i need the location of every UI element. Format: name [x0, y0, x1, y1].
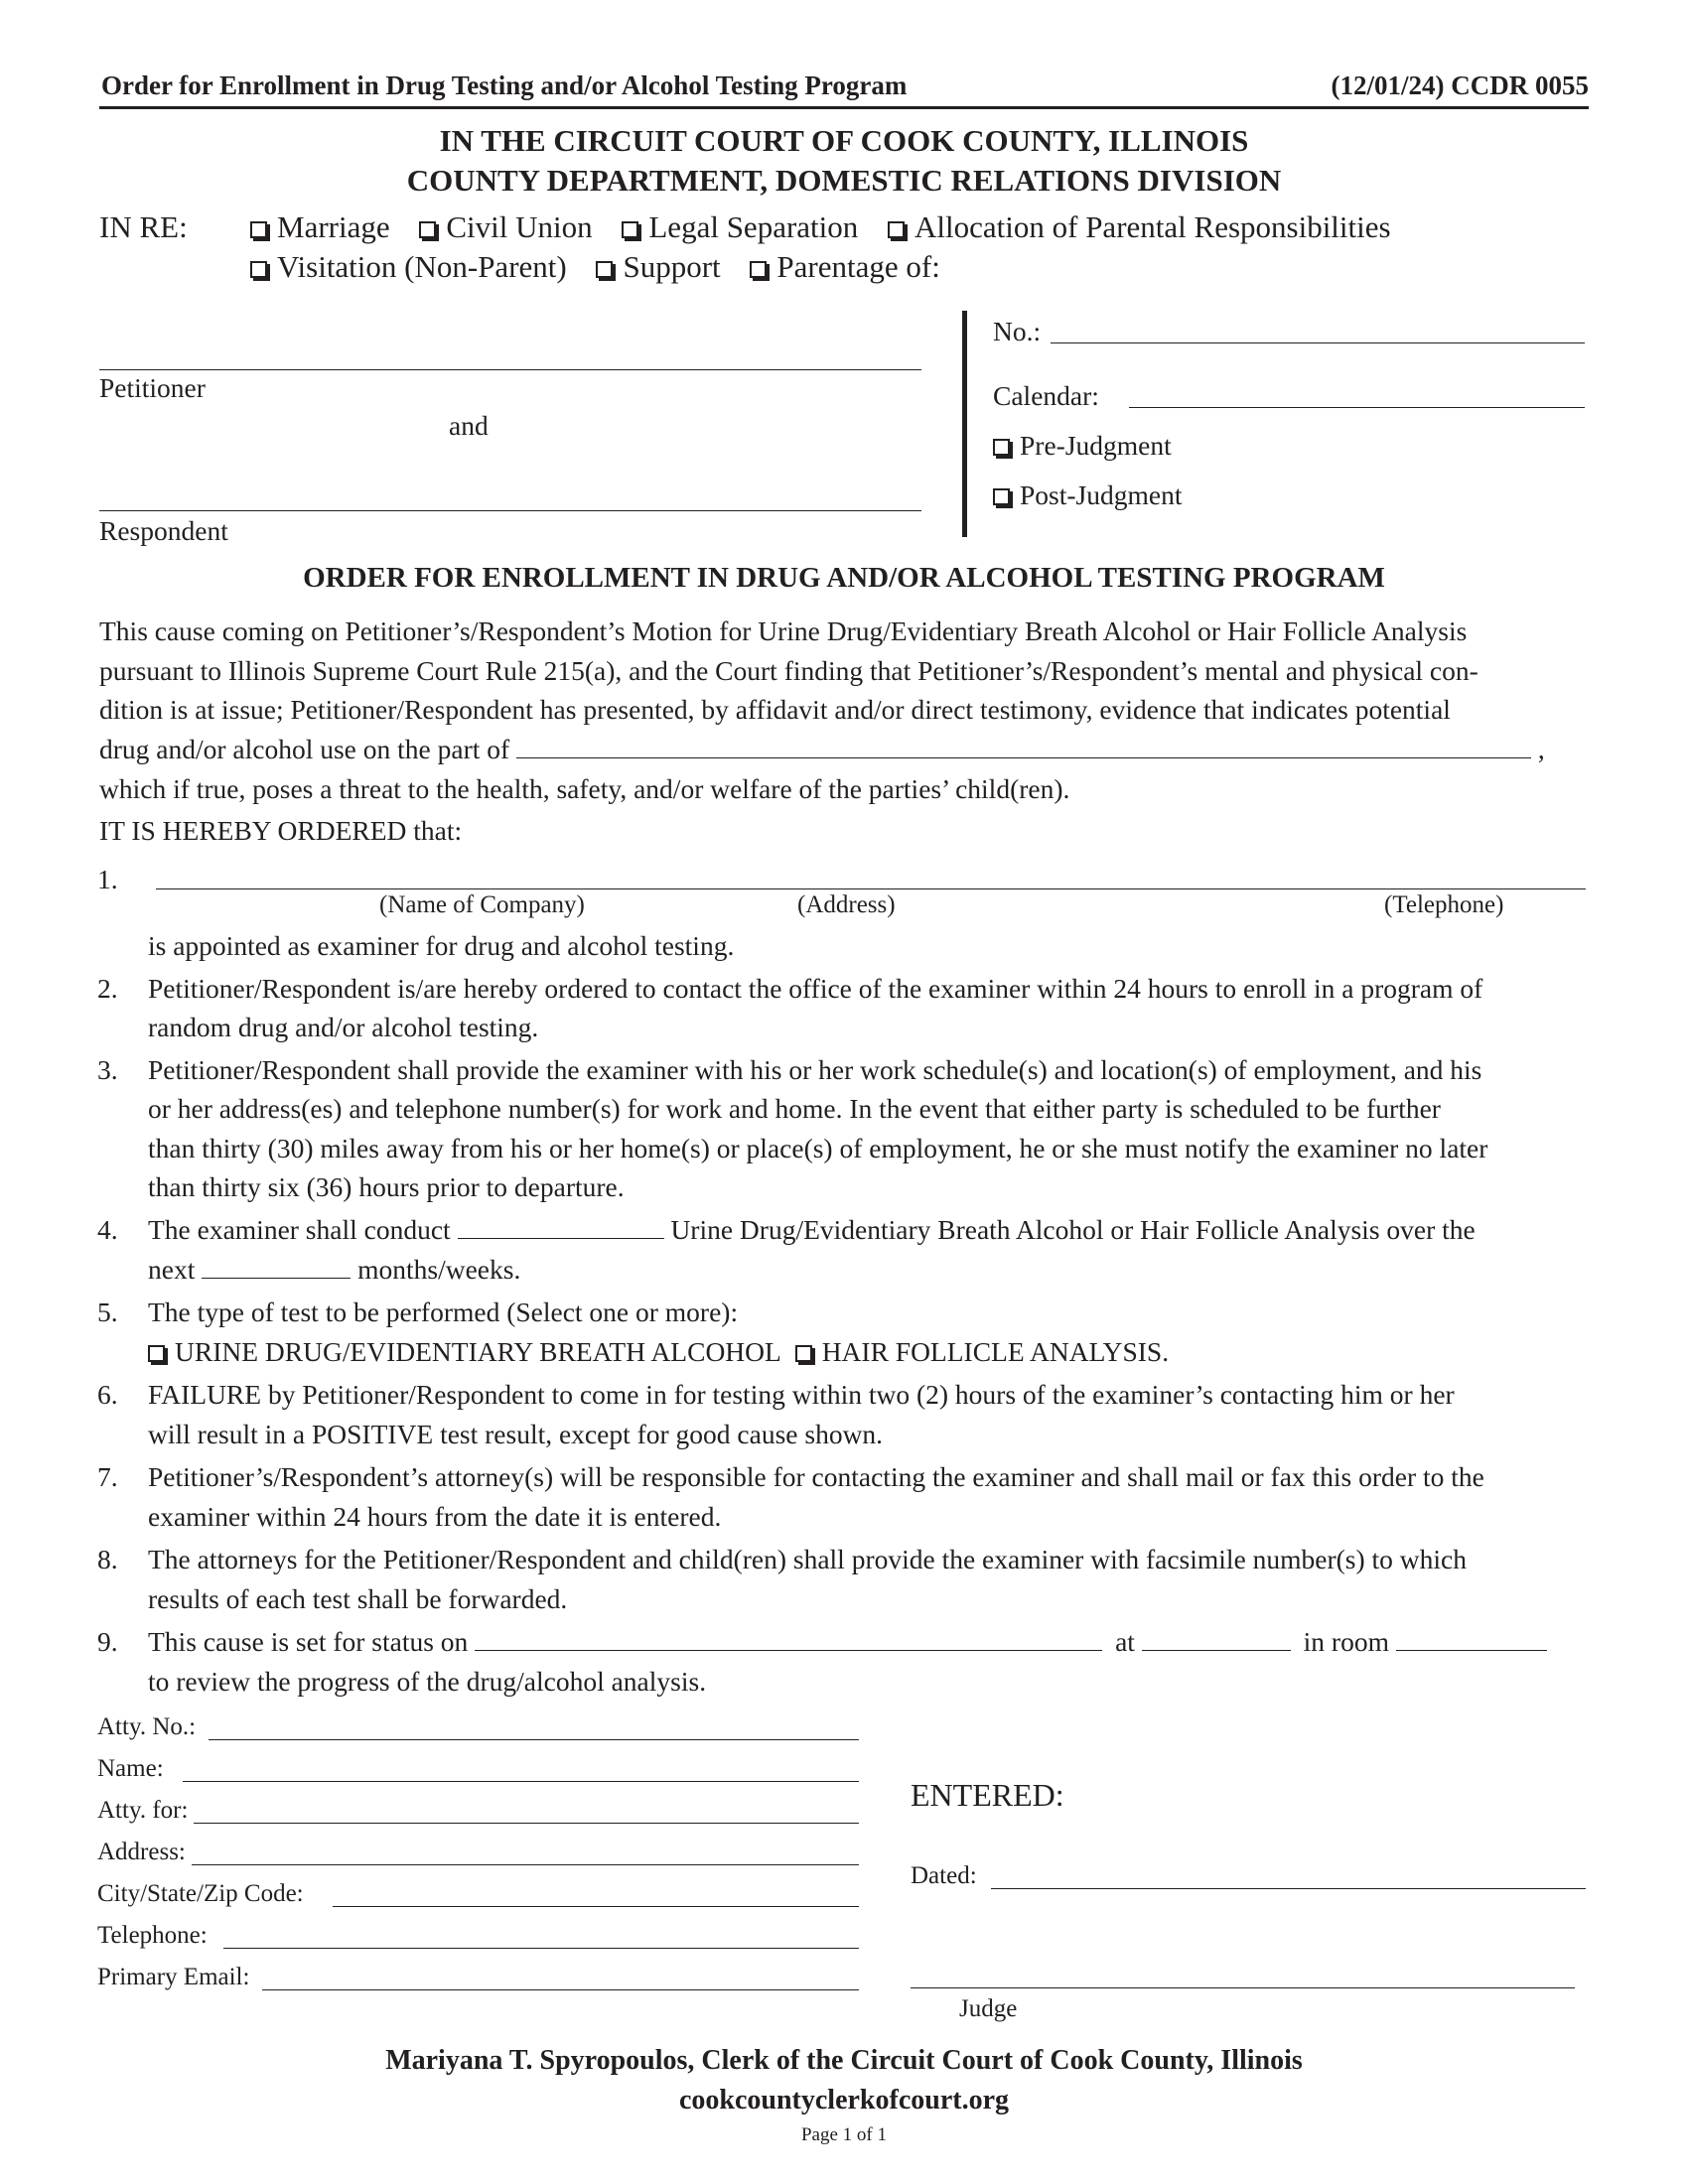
item-4-number: 4.: [97, 1214, 118, 1245]
checkbox-visitation[interactable]: Visitation (Non-Parent): [250, 249, 567, 284]
header-rule: [99, 106, 1589, 109]
checkbox-icon[interactable]: [596, 261, 613, 278]
item-9-line-2: to review the progress of the drug/alcohol analysis.: [148, 1666, 707, 1697]
item-5-options: [148, 1336, 1169, 1368]
item-6-line-1: FAILURE by Petitioner/Respondent to come in for testing within two (2) hours of the examiner’s contacting him or her: [148, 1379, 1455, 1410]
checkbox-hair-follicle[interactable]: HAIR FOLLICLE ANALYSIS.: [795, 1336, 1169, 1367]
checkbox-icon[interactable]: [888, 221, 905, 238]
item-7-line-1: Petitioner’s/Respondent’s attorney(s) will be responsible for contacting the examiner and shall mail or fax this order to the: [148, 1461, 1484, 1492]
clerk-name: Mariyana T. Spyropoulos, Clerk of the Circuit Court of Cook County, Illinois: [385, 2045, 1303, 2076]
item-2-line-2: random drug and/or alcohol testing.: [148, 1012, 539, 1042]
status-room-blank[interactable]: [1396, 1628, 1547, 1651]
item-8-line-1: The attorneys for the Petitioner/Respondent and child(ren) shall provide the examiner with facsimile number(s) to which: [148, 1544, 1468, 1574]
atty-name-label: Name:: [97, 1755, 164, 1782]
atty-no-line[interactable]: [209, 1739, 859, 1740]
dated-line[interactable]: [991, 1888, 1586, 1889]
item-3-line-2: or her address(es) and telephone number(s) for work and home. In the event that either party is scheduled to be further: [148, 1093, 1441, 1124]
item-8-line-2: results of each test shall be forwarded.: [148, 1583, 568, 1614]
judge-label: Judge: [959, 1995, 1018, 2022]
item-8-number: 8.: [97, 1544, 118, 1574]
checkbox-icon[interactable]: [993, 488, 1010, 505]
item-4-line-1: The examiner shall conduct Urine Drug/Evidentiary Breath Alcohol or Hair Follicle Analysis over the: [148, 1214, 1476, 1245]
calendar-label: Calendar:: [993, 380, 1099, 411]
item-1-number: 1.: [97, 864, 118, 894]
item-6-number: 6.: [97, 1379, 118, 1410]
court-division: COUNTY DEPARTMENT, DOMESTIC RELATIONS DIVISION: [406, 163, 1282, 198]
atty-city-line[interactable]: [333, 1906, 859, 1907]
case-no-line[interactable]: [1051, 342, 1585, 343]
calendar-line[interactable]: [1129, 407, 1585, 408]
entered-label: ENTERED:: [911, 1777, 1064, 1813]
checkbox-allocation[interactable]: Allocation of Parental Responsibilities: [888, 209, 1391, 244]
atty-email-label: Primary Email:: [97, 1964, 250, 1990]
duration-blank[interactable]: [202, 1256, 351, 1279]
item-3-line-1: Petitioner/Respondent shall provide the examiner with his or her work schedule(s) and location(s) of employment, and his: [148, 1054, 1482, 1085]
item-5-line-1: The type of test to be performed (Select one or more):: [148, 1297, 739, 1327]
petitioner-label: Petitioner: [99, 372, 206, 403]
case-no-label: No.:: [993, 316, 1042, 346]
atty-for-line[interactable]: [194, 1823, 859, 1824]
in-re-options-row2: [250, 249, 940, 285]
item-5-number: 5.: [97, 1297, 118, 1327]
atty-address-line[interactable]: [192, 1864, 859, 1865]
atty-city-label: City/State/Zip Code:: [97, 1880, 304, 1907]
atty-name-line[interactable]: [183, 1781, 859, 1782]
page-number: Page 1 of 1: [800, 2124, 887, 2145]
respondent-name-line[interactable]: [99, 510, 921, 511]
address-label: (Address): [797, 891, 896, 918]
intro-line-2: pursuant to Illinois Supreme Court Rule 215(a), and the Court finding that Petitioner’s/Respondent’s mental and physical con-: [99, 655, 1478, 686]
examiner-line[interactable]: [156, 888, 1586, 889]
checkbox-icon[interactable]: [993, 439, 1010, 456]
court-name: IN THE CIRCUIT COURT OF COOK COUNTY, ILLINOIS: [439, 123, 1249, 158]
item-4-line-2: next months/weeks.: [148, 1254, 521, 1285]
clerk-website: cookcountyclerkofcourt.org: [678, 2085, 1010, 2116]
petitioner-name-line[interactable]: [99, 369, 921, 370]
form-code: (12/01/24) CCDR 0055: [1331, 70, 1589, 100]
item-2-line-1: Petitioner/Respondent is/are hereby ordered to contact the office of the examiner within 24 hours to enroll in a program of: [148, 973, 1483, 1004]
case-divider: [962, 311, 967, 537]
order-title: ORDER FOR ENROLLMENT IN DRUG AND/OR ALCOHOL TESTING PROGRAM: [303, 562, 1385, 594]
checkbox-civil-union[interactable]: Civil Union: [419, 209, 592, 244]
dated-label: Dated:: [911, 1862, 977, 1889]
in-re-options-row1: [250, 209, 1391, 245]
intro-line-1: This cause coming on Petitioner’s/Respondent’s Motion for Urine Drug/Evidentiary Breath Alcohol or Hair Follicle Analysis: [99, 615, 1468, 646]
checkbox-icon[interactable]: [622, 221, 638, 238]
ordered-label: IT IS HEREBY ORDERED that:: [99, 815, 463, 846]
atty-telephone-line[interactable]: [223, 1948, 859, 1949]
checkbox-icon[interactable]: [148, 1345, 165, 1362]
status-date-blank[interactable]: [475, 1628, 1102, 1651]
item-3-number: 3.: [97, 1054, 118, 1085]
checkbox-legal-separation[interactable]: Legal Separation: [622, 209, 858, 244]
intro-line-3: dition is at issue; Petitioner/Respondent has presented, by affidavit and/or direct testimony, evidence that indicates potential: [99, 694, 1451, 725]
party-name-blank[interactable]: [516, 736, 1531, 758]
respondent-label: Respondent: [99, 515, 228, 546]
checkbox-icon[interactable]: [795, 1345, 812, 1362]
intro-line-5: which if true, poses a threat to the health, safety, and/or welfare of the parties’ child(ren).: [99, 773, 1070, 804]
status-time-blank[interactable]: [1142, 1628, 1291, 1651]
atty-no-label: Atty. No.:: [97, 1713, 197, 1740]
checkbox-icon[interactable]: [250, 221, 267, 238]
checkbox-support[interactable]: Support: [596, 249, 720, 284]
checkbox-marriage[interactable]: Marriage: [250, 209, 390, 244]
checkbox-icon[interactable]: [750, 261, 767, 278]
intro-line-4: drug and/or alcohol use on the part of ,: [99, 734, 1545, 764]
checkbox-icon[interactable]: [250, 261, 267, 278]
checkbox-urine-breath[interactable]: URINE DRUG/EVIDENTIARY BREATH ALCOHOL: [148, 1336, 780, 1367]
and-label: and: [449, 410, 489, 441]
item-9-line-1: This cause is set for status on at in room: [148, 1626, 1547, 1658]
company-label: (Name of Company): [379, 891, 585, 918]
atty-telephone-label: Telephone:: [97, 1922, 208, 1949]
item-9-number: 9.: [97, 1626, 118, 1657]
atty-address-label: Address:: [97, 1839, 186, 1865]
checkbox-icon[interactable]: [419, 221, 436, 238]
item-6-line-2: will result in a POSITIVE test result, except for good cause shown.: [148, 1419, 884, 1449]
atty-for-label: Atty. for:: [97, 1797, 189, 1824]
in-re-label: IN RE:: [99, 209, 188, 244]
checkbox-parentage[interactable]: Parentage of:: [750, 249, 939, 284]
checkbox-pre-judgment[interactable]: Pre-Judgment: [993, 430, 1172, 462]
item-3-line-3: than thirty (30) miles away from his or her home(s) or place(s) of employment, he or she must notify the examiner no later: [148, 1133, 1488, 1163]
item-1-text: is appointed as examiner for drug and alcohol testing.: [148, 930, 735, 961]
item-2-number: 2.: [97, 973, 118, 1004]
judge-signature-line[interactable]: [911, 1987, 1575, 1988]
form-title: Order for Enrollment in Drug Testing and/or Alcohol Testing Program: [101, 70, 908, 100]
item-7-line-2: examiner within 24 hours from the date it is entered.: [148, 1501, 722, 1532]
checkbox-post-judgment[interactable]: Post-Judgment: [993, 479, 1182, 511]
item-3-line-4: than thirty six (36) hours prior to departure.: [148, 1171, 625, 1202]
test-frequency-blank[interactable]: [458, 1216, 664, 1239]
item-7-number: 7.: [97, 1461, 118, 1492]
atty-email-line[interactable]: [262, 1989, 859, 1990]
telephone-label: (Telephone): [1384, 891, 1504, 918]
